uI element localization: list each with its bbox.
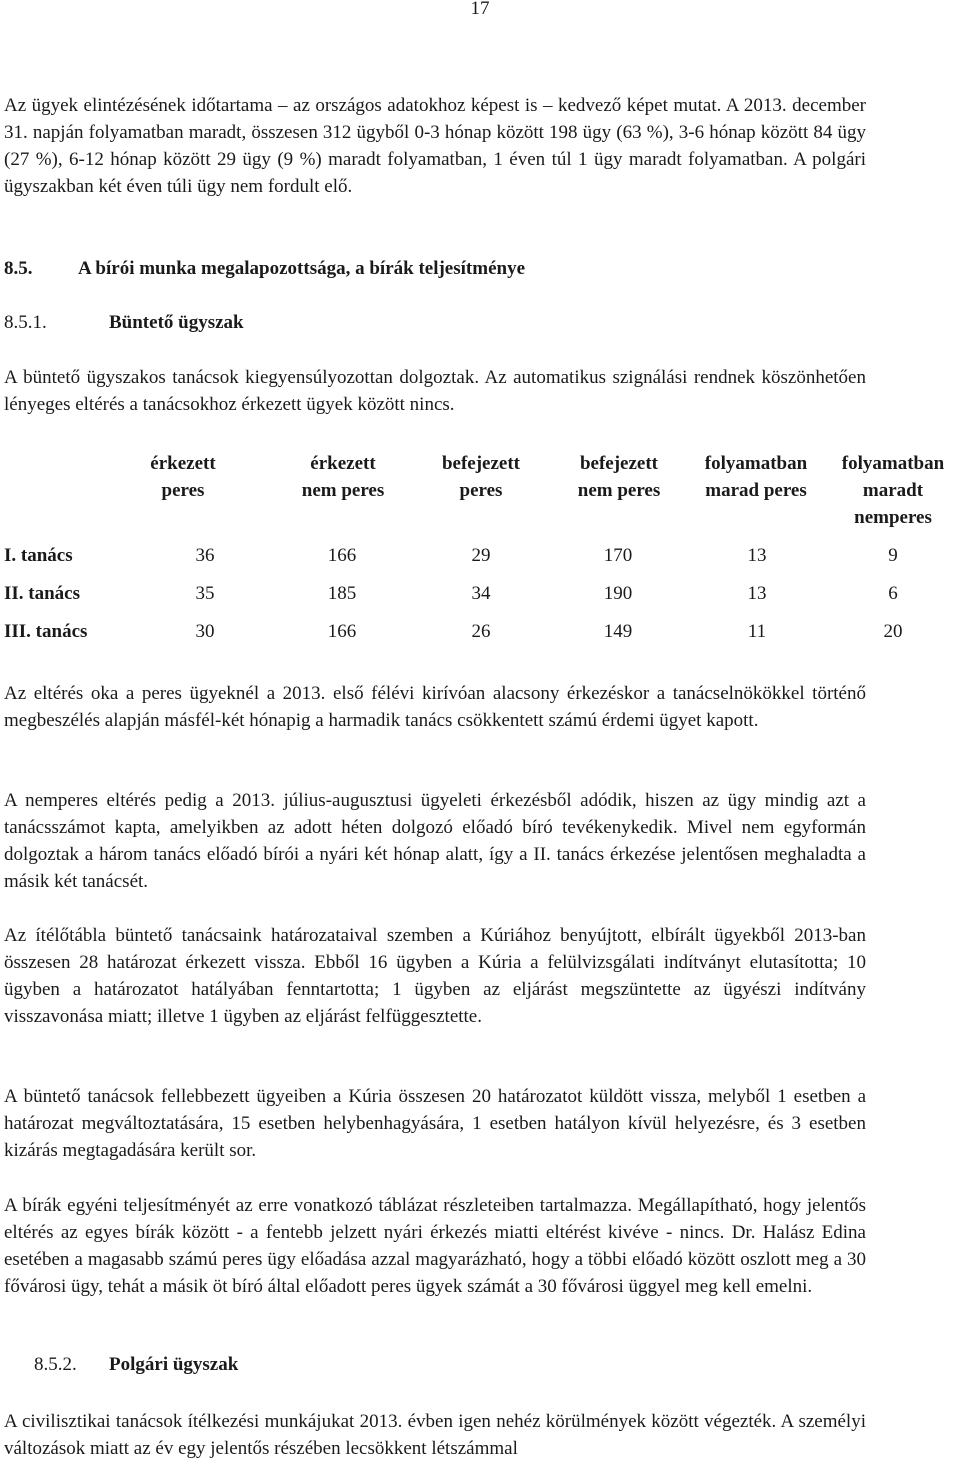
table-cell: 26 <box>471 621 491 642</box>
paragraph-criminal-councils: A büntető ügyszakos tanácsok kiegyensúlyozottan dolgoztak. Az automatikus szignálási rendnek köszönhetően lényeges eltérés a tanácsokhoz érkezett ügyek között nincs. <box>4 367 866 415</box>
table-cell: 30 <box>195 621 215 642</box>
table-header-col-2: érkezett nem peres <box>301 453 385 501</box>
table-cell: 9 <box>888 545 898 566</box>
table-cell: 34 <box>471 583 491 604</box>
table-cell: 170 <box>603 545 633 566</box>
paragraph-deviation-reason: Az eltérés oka a peres ügyeknél a 2013. első félévi kirívóan alacsony érkezéskor a tanácselnökökkel történő megbeszélés alapján másfél-két hónapig a harmadik tanács csökkentett számú érdemi ügyet kapott. <box>4 683 866 731</box>
table-cell: 6 <box>888 583 898 604</box>
table-cell: 29 <box>471 545 491 566</box>
heading-8-5 <box>4 258 904 285</box>
table-cell: 149 <box>603 621 633 642</box>
table-row-label: III. tanács <box>4 621 88 642</box>
table-cell: 35 <box>195 583 215 604</box>
paragraph-curia-review: Az ítélőtábla büntető tanácsaink határozataival szemben a Kúriához benyújtott, elbírált ügyekből 2013-ban összesen 28 határozat érkezett vissza. Ebből 16 ügyben a Kúria a felülvizsgálati indítványt elutasította; 10 ügyben a határozatot hatályában fenntartotta; 1 ügyben az eljárást megszüntette az ügyészi indítvány visszavonása miatt; illetve 1 ügyben az eljárást felfüggesztette. <box>4 925 866 1027</box>
table-cell: 11 <box>747 621 767 642</box>
table-row-label: II. tanács <box>4 583 81 604</box>
heading-8-5-2-title: Polgári ügyszak <box>109 1354 239 1375</box>
table-cell: 166 <box>327 621 357 642</box>
heading-8-5-title: A bírói munka megalapozottsága, a bírák teljesítménye <box>78 258 526 279</box>
heading-8-5-1-number: 8.5.1. <box>4 312 47 333</box>
paragraph-curia-appeals: A büntető tanácsok fellebbezett ügyeiben a Kúria összesen 20 határozatot küldött vissza, melyből 1 esetben a határozat megváltoztatására, 15 esetben helybenhagyására, 1 esetben hatályon kívül helyezésre, és 3 esetben kizárás megtagadására került sor. <box>4 1086 866 1161</box>
paragraph-judges-performance: A bírák egyéni teljesítményét az erre vonatkozó táblázat részleteiben tartalmazza. Megállapítható, hogy jelentős eltérés az egyes bírák között - a fentebb jelzett nyári érkezés miatti eltérést kivéve - nincs. Dr. Halász Edina esetében a magasabb számú peres ügy előadása azzal magyarázható, hogy a többi előadó között oszlott meg a 30 fővárosi ügy, tehát a másik öt bíró által előadott peres ügyek számát a 30 fővárosi üggyel meg kell emelni. <box>4 1195 866 1297</box>
table-row-label: I. tanács <box>4 545 73 566</box>
table-cell: 185 <box>327 583 357 604</box>
table-header-col-5: folyamatban marad peres <box>704 453 808 501</box>
table-cell: 13 <box>747 545 767 566</box>
paragraph-processing-time: Az ügyek elintézésének időtartama – az országos adatokhoz képest is – kedvező képet mutat. A 2013. december 31. napján folyamatban maradt, összesen 312 ügyből 0-3 hónap között 198 ügy (63 %), 3-6 hónap között 84 ügy (27 %), 6-12 hónap között 29 ügy (9 %) maradt folyamatban, 1 éven túl 1 ügy maradt folyamatban. A polgári ügyszakban két éven túli ügy nem fordult elő. <box>4 95 866 197</box>
paragraph-nonlitigious-deviation: A nemperes eltérés pedig a 2013. július-augusztusi ügyeleti érkezésből adódik, hiszen az ügy mindig azt a tanácsszámot kapta, amelyikben az adott héten dolgozó előadó bíró tevékenykedik. Mivel nem egyformán dolgoztak a három tanács előadó bírói a nyári két hónap alatt, így a II. tanács érkezése jelentősen meghaladta a másik két tanácsét. <box>4 790 866 892</box>
council-case-table <box>0 450 960 660</box>
heading-8-5-1 <box>4 312 904 339</box>
table-header-col-4: befejezett nem peres <box>577 453 661 501</box>
heading-8-5-1-title: Büntető ügyszak <box>109 312 244 333</box>
table-header-col-3: befejezett peres <box>441 453 521 501</box>
heading-8-5-2-number: 8.5.2. <box>34 1354 77 1375</box>
table-cell: 36 <box>195 545 215 566</box>
table-cell: 190 <box>603 583 633 604</box>
table-cell: 13 <box>747 583 767 604</box>
page-number: 17 <box>470 0 490 19</box>
table-cell: 166 <box>327 545 357 566</box>
table-cell: 20 <box>883 621 903 642</box>
table-header-col-6: folyamatban maradt nemperes <box>841 453 945 528</box>
heading-8-5-number: 8.5. <box>4 258 33 279</box>
table-header-col-1: érkezett peres <box>150 453 216 501</box>
paragraph-civil-councils: A civilisztikai tanácsok ítélkezési munkájukat 2013. évben igen nehéz körülmények között végezték. A személyi változások miatt az év egy jelentős részében lecsökkent létszámmal <box>4 1411 866 1459</box>
heading-8-5-2 <box>34 1354 894 1381</box>
